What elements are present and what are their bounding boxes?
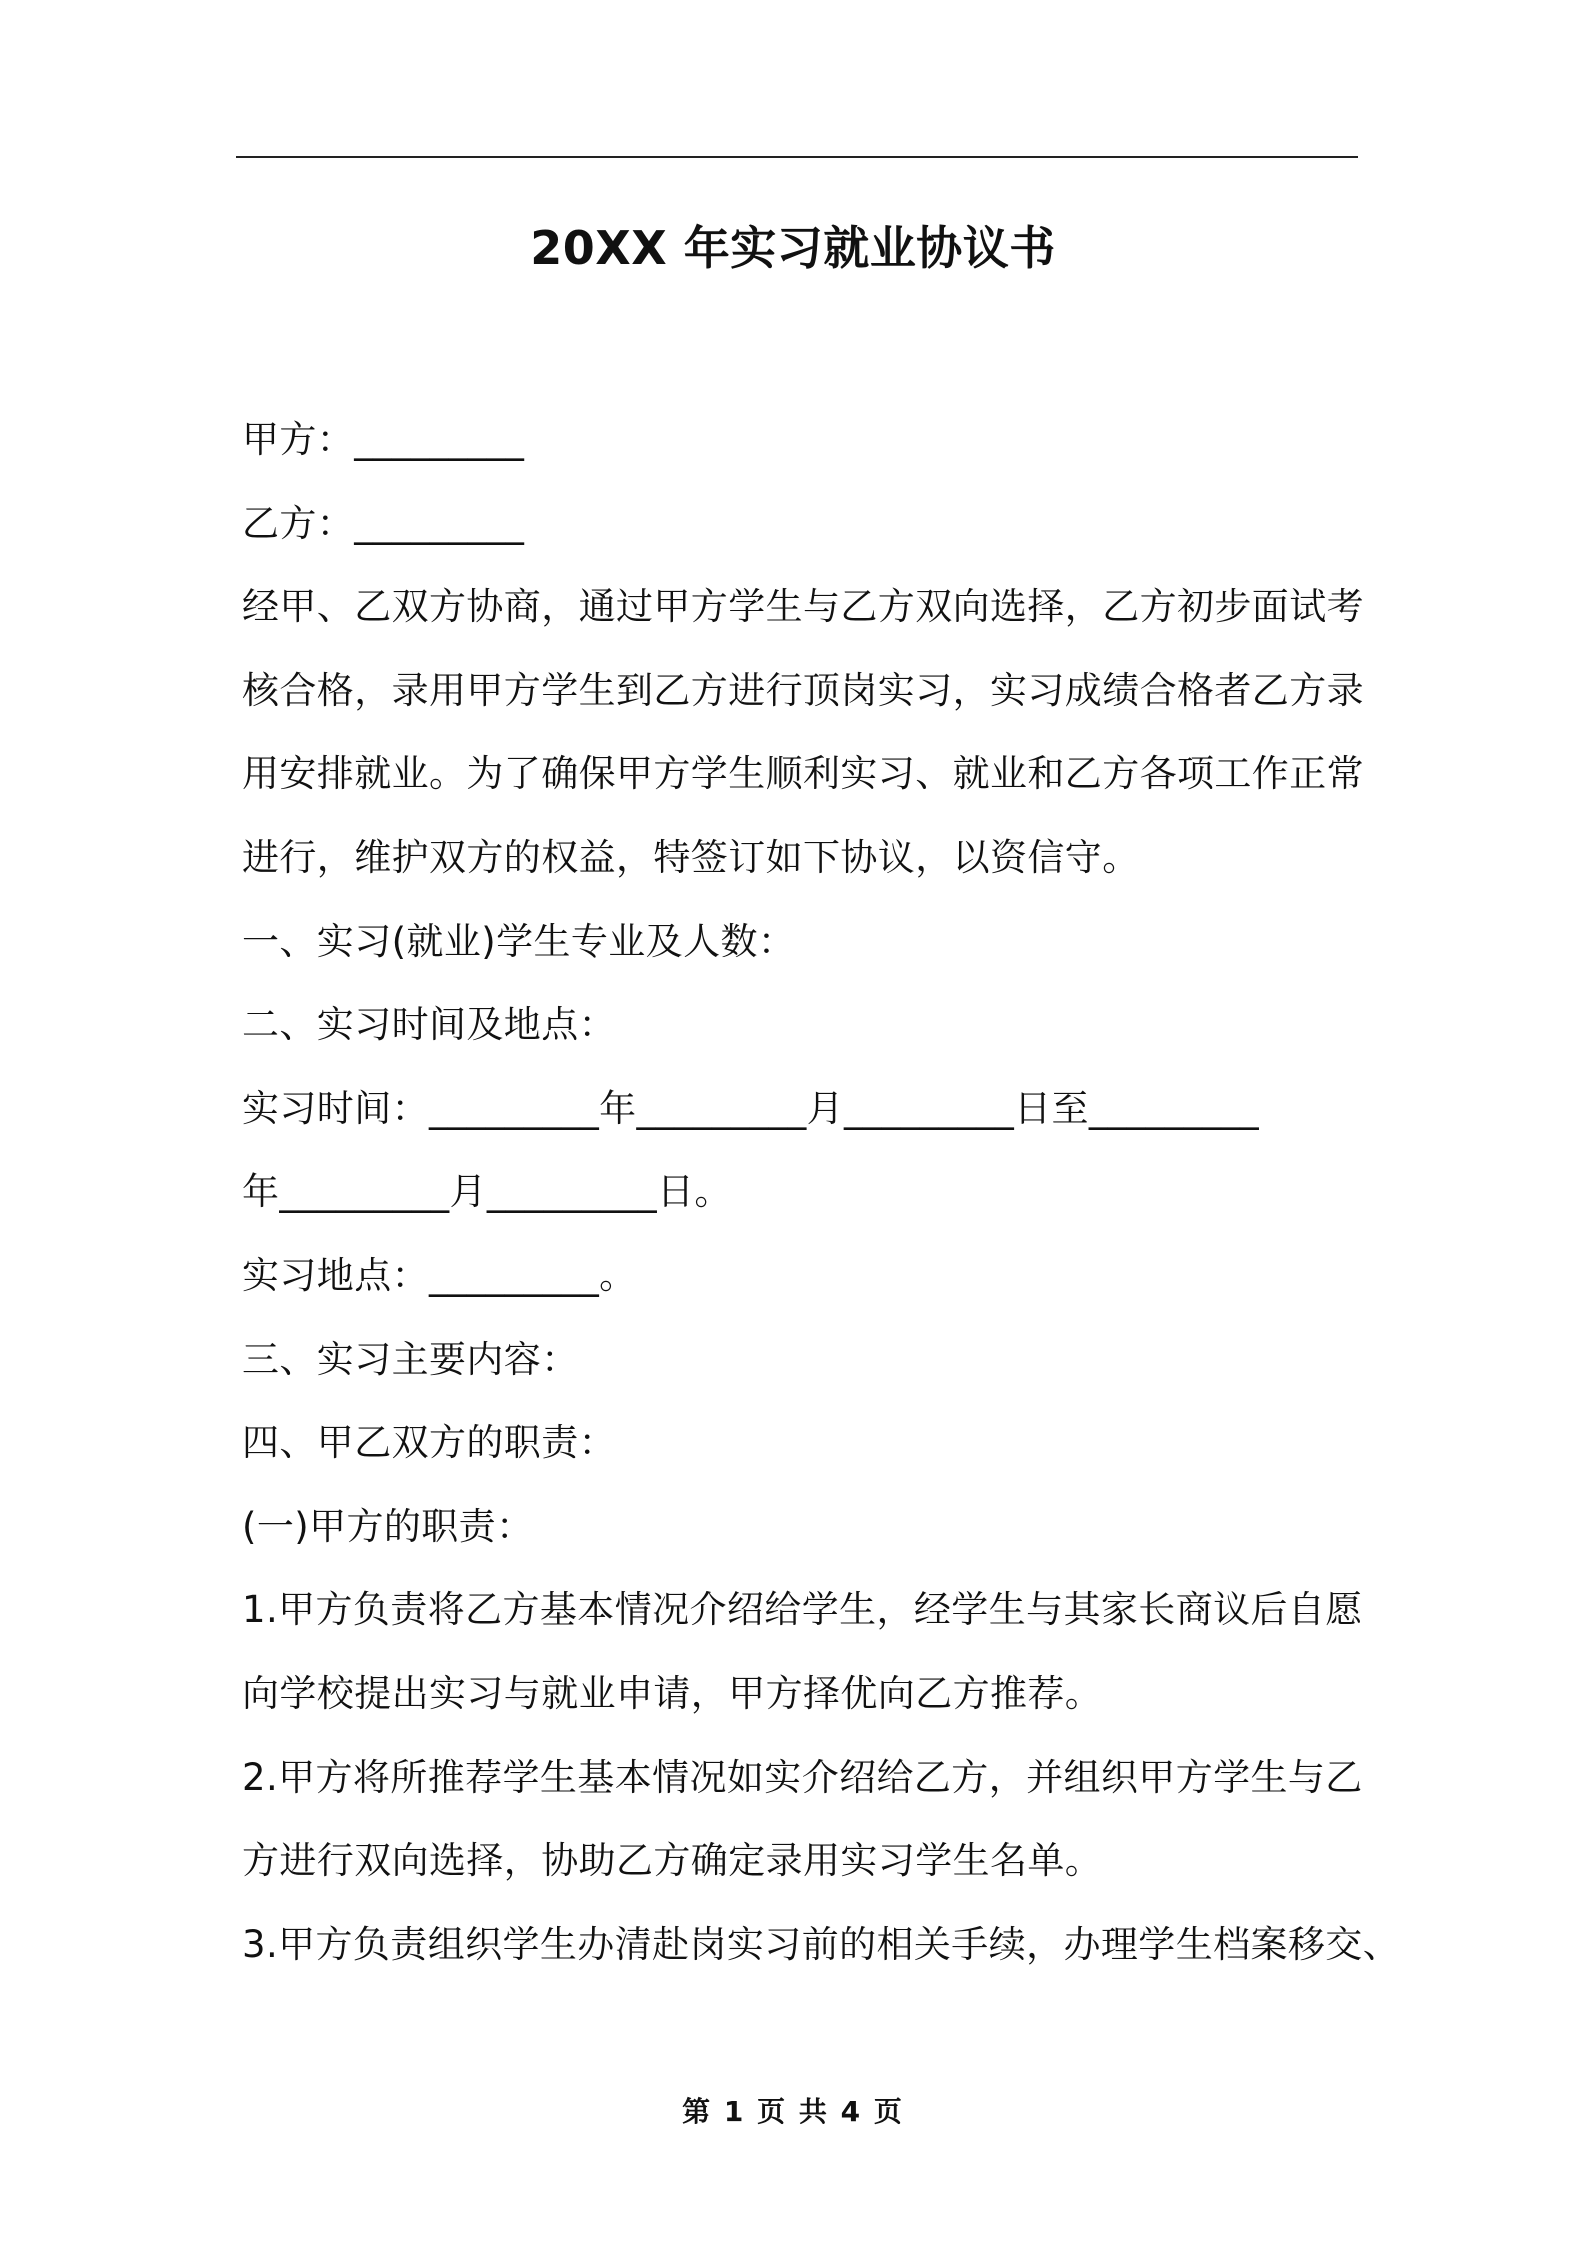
document-body [242, 398, 1401, 1986]
party-a-line: 甲方：_________ [242, 418, 525, 461]
paragraph-line: 向学校提出实习与就业申请，甲方择优向乙方推荐。 [242, 1671, 1103, 1715]
paragraph-line: 2.甲方将所推荐学生基本情况如实介绍给乙方，并组织甲方学生与乙 [242, 1755, 1363, 1799]
page-number-footer: 第 1 页 共 4 页 [682, 2095, 904, 2128]
paragraph-line: 3.甲方负责组织学生办清赴岗实习前的相关手续，办理学生档案移交、 [242, 1922, 1401, 1966]
header-rule [236, 156, 1358, 158]
paragraph-line: 经甲、乙双方协商，通过甲方学生与乙方双向选择，乙方初步面试考 [242, 585, 1364, 629]
section-heading: 四、甲乙双方的职责： [242, 1421, 616, 1465]
internship-location-line: 实习地点：_________。 [242, 1253, 637, 1297]
paragraph-line: 1.甲方负责将乙方基本情况介绍给学生，经学生与其家长商议后自愿 [242, 1588, 1363, 1632]
section-heading: 二、实习时间及地点： [242, 1003, 616, 1047]
party-b-line: 乙方：_________ [242, 501, 525, 545]
section-heading: 一、实习(就业)学生专业及人数： [242, 919, 796, 963]
paragraph-line: 核合格，录用甲方学生到乙方进行顶岗实习，实习成绩合格者乙方录 [242, 668, 1364, 712]
paragraph-line: 进行，维护双方的权益，特签订如下协议，以资信守。 [242, 835, 1140, 879]
paragraph-line: 方进行双向选择，协助乙方确定录用实习学生名单。 [242, 1839, 1103, 1883]
section-heading: 三、实习主要内容： [242, 1337, 579, 1381]
internship-time-line: 年_________月_________日。 [242, 1170, 732, 1214]
document-title: 20XX 年实习就业协议书 [530, 221, 1056, 275]
internship-time-line: 实习时间：_________年_________月_________日至_________ [242, 1086, 1259, 1130]
paragraph-line: 用安排就业。为了确保甲方学生顺利实习、就业和乙方各项工作正常 [242, 752, 1364, 796]
subsection-heading: (一)甲方的职责： [242, 1504, 534, 1548]
